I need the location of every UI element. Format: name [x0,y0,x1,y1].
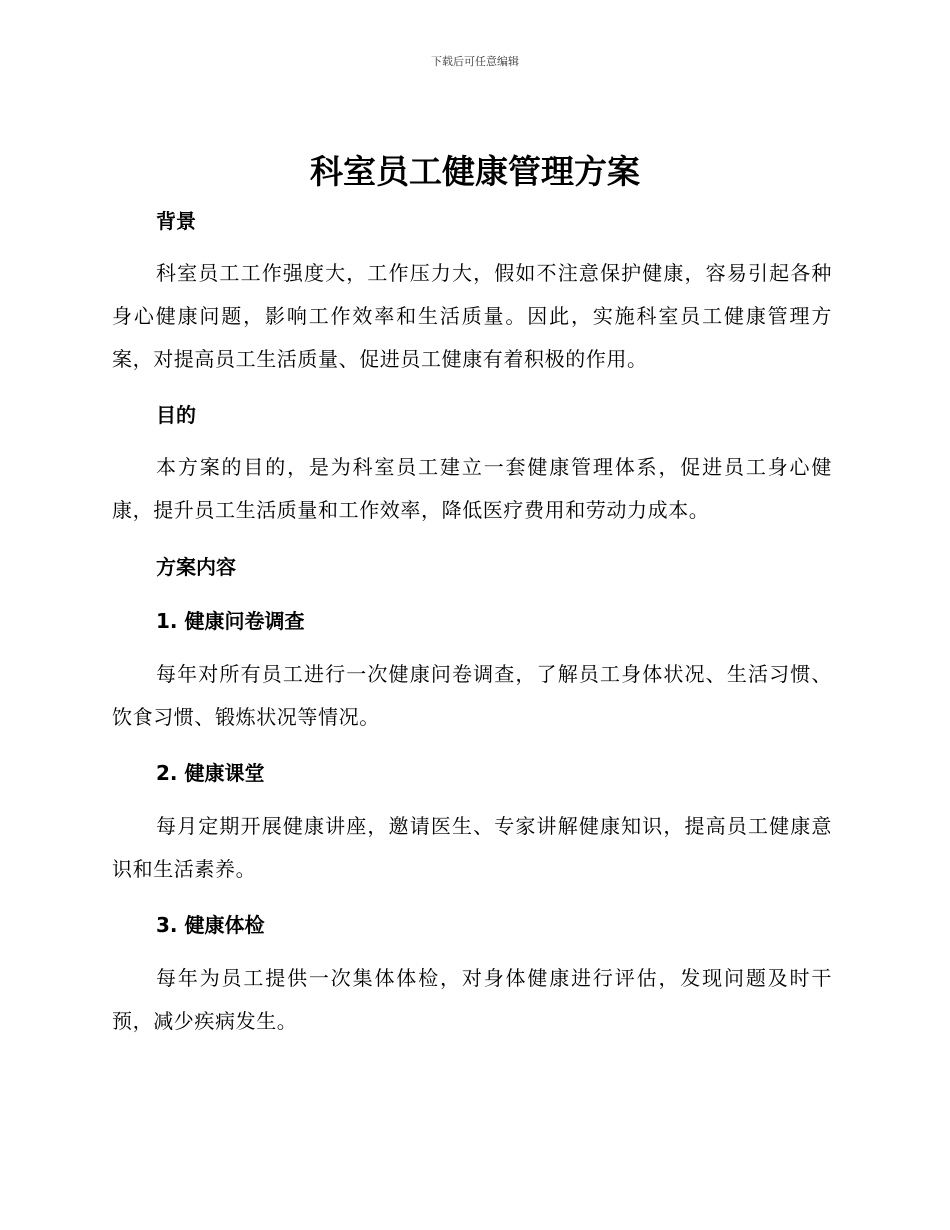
paragraph-survey: 每年对所有员工进行一次健康问卷调查，了解员工身体状况、生活习惯、饮食习惯、锻炼状况等情况。 [112,662,832,729]
item-heading-survey: 1. 健康问卷调查 [156,609,305,633]
item-heading-checkup: 3. 健康体检 [156,913,265,937]
paragraph-checkup: 每年为员工提供一次集体体检，对身体健康进行评估，发现问题及时干预，减少疾病发生。 [112,966,832,1033]
paragraph-purpose: 本方案的目的，是为科室员工建立一套健康管理体系，促进员工身心健康，提升员工生活质量和工作效率，降低医疗费用和劳动力成本。 [112,455,832,522]
section-heading-content: 方案内容 [156,555,236,579]
paragraph-class: 每月定期开展健康讲座，邀请医生、专家讲解健康知识，提高员工健康意识和生活素养。 [112,814,832,881]
header-note: 下载后可任意编辑 [431,55,519,68]
section-heading-background: 背景 [156,209,196,233]
paragraph-background: 科室员工工作强度大，工作压力大，假如不注意保护健康，容易引起各种身心健康问题，影响工作效率和生活质量。因此，实施科室员工健康管理方案，对提高员工生活质量、促进员工健康有着积极的作用。 [112,261,832,371]
item-heading-class: 2. 健康课堂 [156,761,265,785]
document-title: 科室员工健康管理方案 [310,152,640,191]
section-heading-purpose: 目的 [156,403,196,427]
